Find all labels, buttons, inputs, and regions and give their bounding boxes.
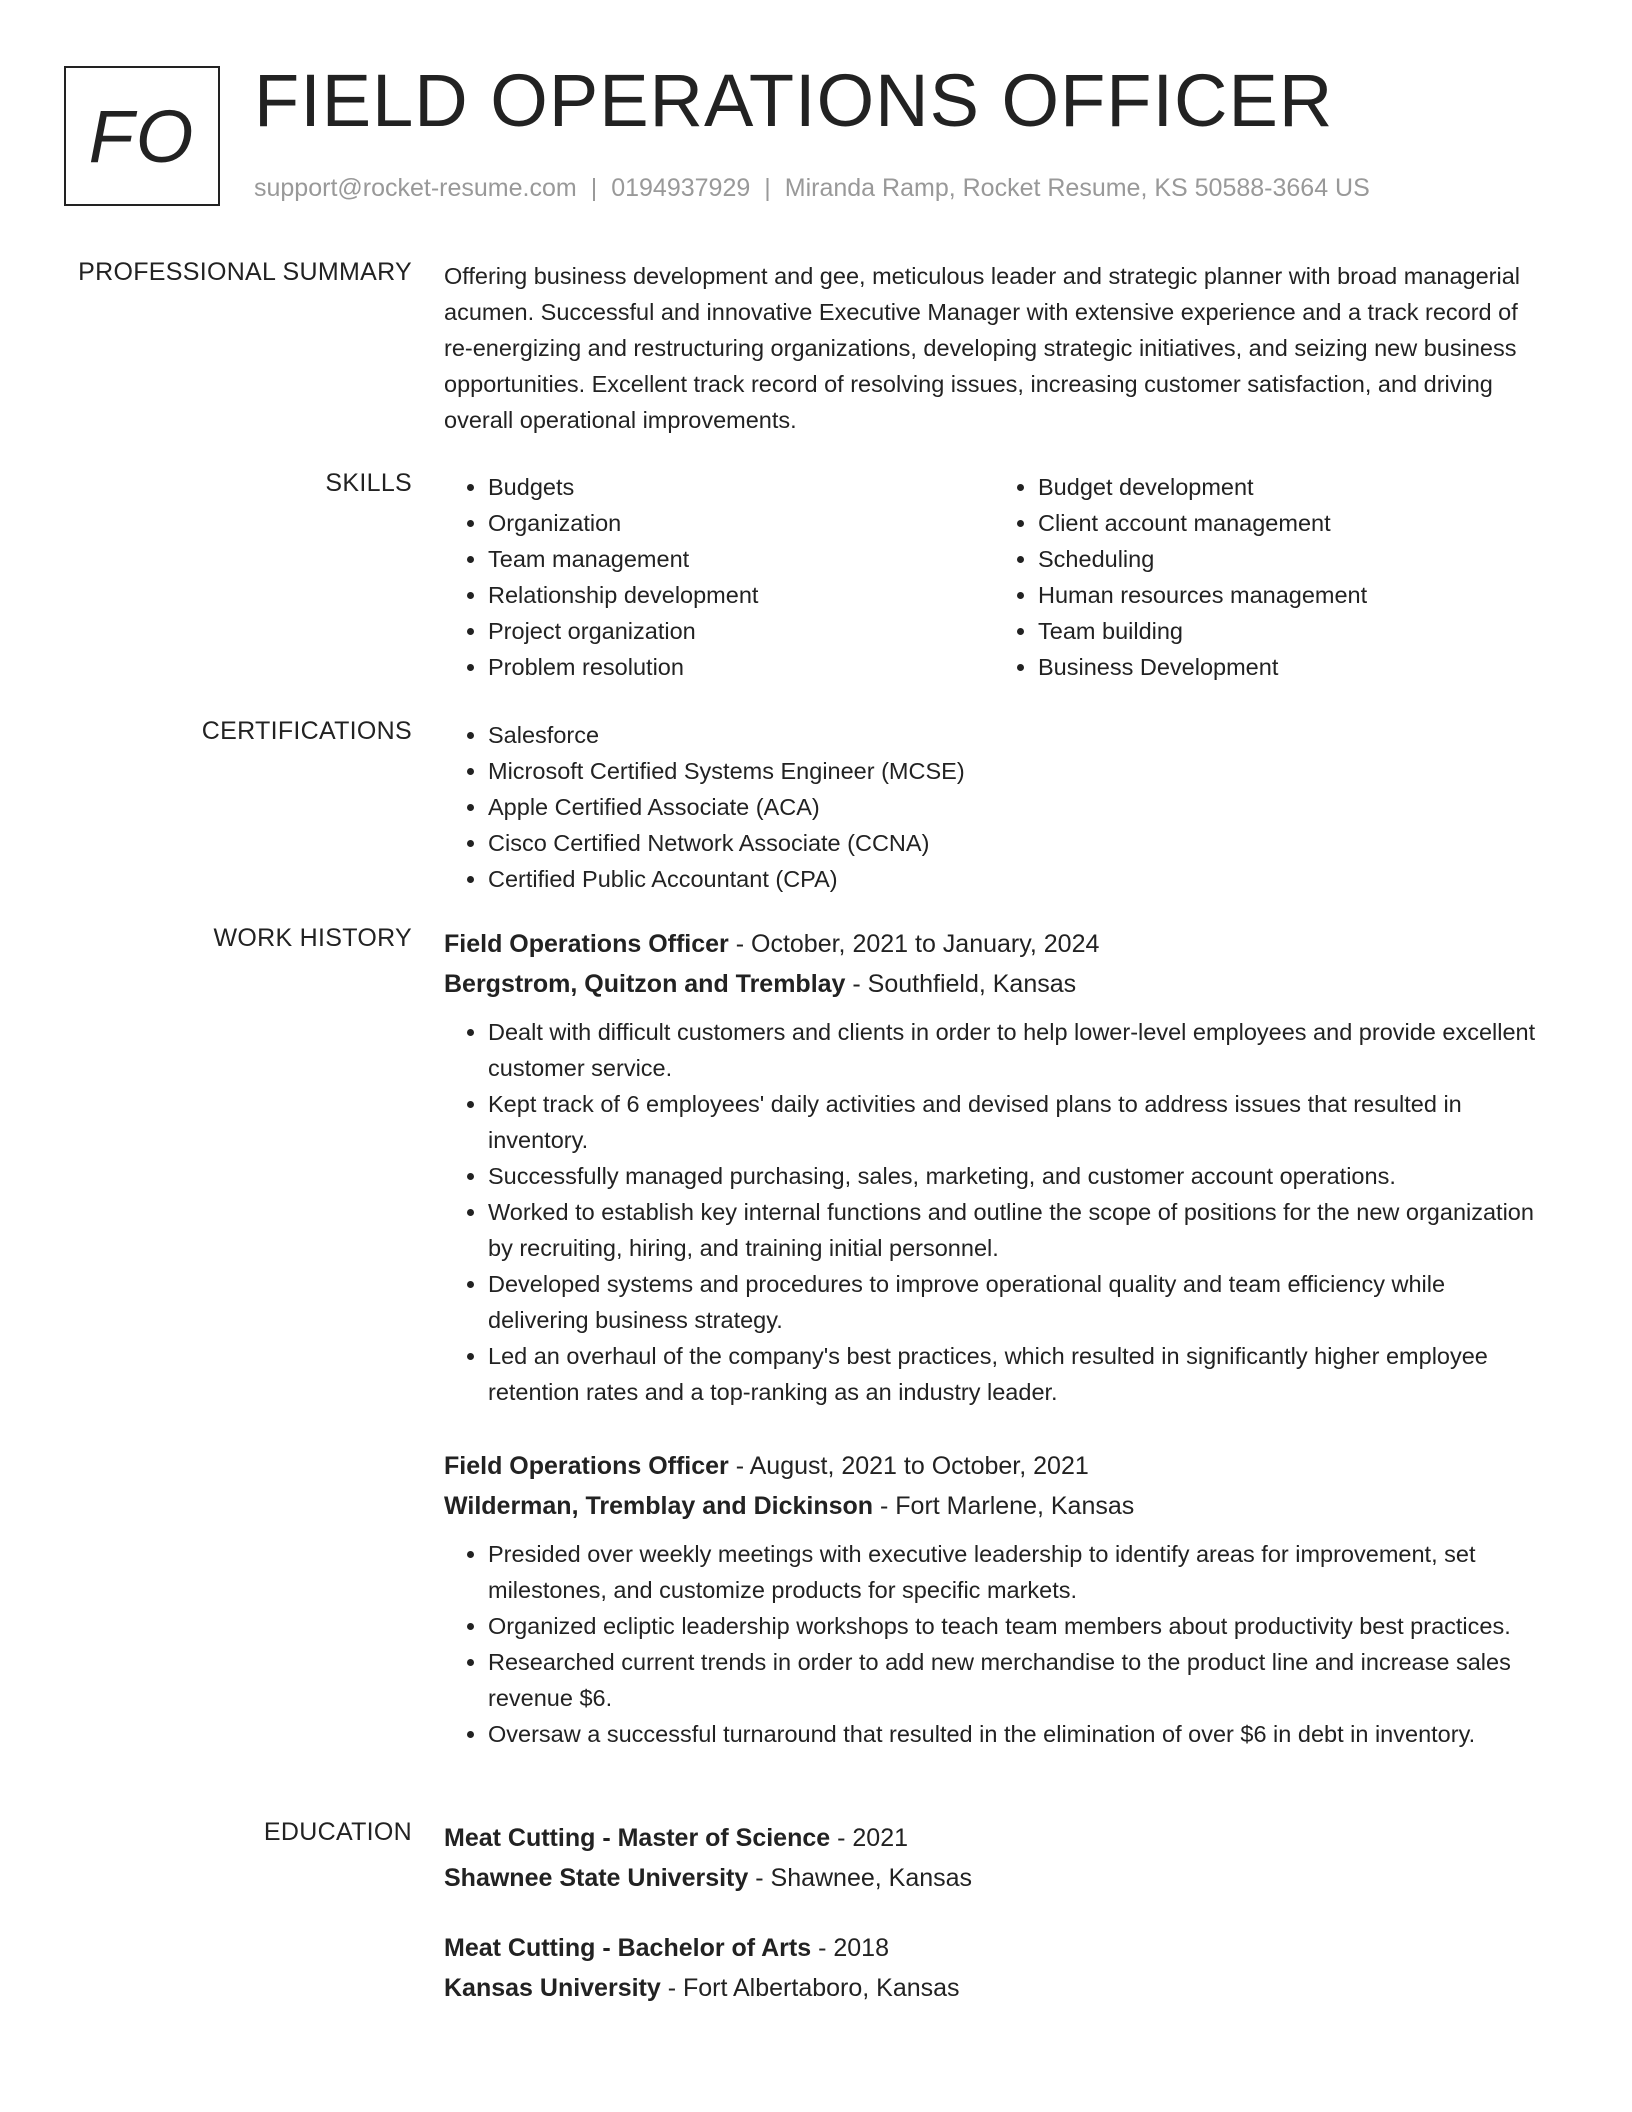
job-location: - Fort Marlene, Kansas bbox=[873, 1492, 1135, 1520]
certification-item: • Salesforce bbox=[488, 717, 1544, 753]
education-degree-line bbox=[444, 1928, 1544, 1968]
job-title: Field Operations Officer bbox=[444, 930, 729, 958]
job-title-line bbox=[444, 924, 1544, 964]
education-year: - 2018 bbox=[811, 1934, 889, 1962]
skill-item: • Budget development bbox=[1038, 469, 1544, 505]
job-bullet: • Researched current trends in order to add new merchandise to the product line and increase sales revenue $6. bbox=[488, 1644, 1544, 1716]
certifications-list bbox=[444, 717, 1544, 897]
education-year: - 2021 bbox=[830, 1824, 909, 1852]
page-title: FIELD OPERATIONS OFFICER bbox=[254, 59, 1334, 142]
skill-item: • Project organization bbox=[488, 613, 994, 649]
skill-item: • Human resources management bbox=[1038, 577, 1544, 613]
education-entry bbox=[444, 1818, 1544, 1898]
skill-item: • Team building bbox=[1038, 613, 1544, 649]
certification-item: • Microsoft Certified Systems Engineer (MCSE) bbox=[488, 753, 1544, 789]
skill-item: • Organization bbox=[488, 505, 994, 541]
contact-email: support@rocket-resume.com bbox=[254, 174, 577, 202]
skill-item: • Budgets bbox=[488, 469, 994, 505]
certification-item: • Cisco Certified Network Associate (CCNA) bbox=[488, 825, 1544, 861]
job-company: Bergstrom, Quitzon and Tremblay bbox=[444, 970, 846, 998]
job-entry bbox=[444, 1446, 1544, 1752]
education-location: - Shawnee, Kansas bbox=[748, 1864, 973, 1892]
skill-item: • Relationship development bbox=[488, 577, 994, 613]
education-location: - Fort Albertaboro, Kansas bbox=[660, 1974, 960, 2002]
education-school: Kansas University bbox=[444, 1974, 661, 2002]
certifications-label: CERTIFICATIONS bbox=[201, 717, 412, 745]
job-bullet: • Successfully managed purchasing, sales, marketing, and customer account operations. bbox=[488, 1158, 1544, 1194]
job-company-line bbox=[444, 1486, 1544, 1526]
education-content bbox=[444, 1818, 1544, 2038]
skills-list-right bbox=[994, 469, 1544, 685]
skill-item: • Client account management bbox=[1038, 505, 1544, 541]
contact-phone: 0194937929 bbox=[611, 174, 751, 202]
job-bullet: • Kept track of 6 employees' daily activities and devised plans to address issues that resulted in inventory. bbox=[488, 1086, 1544, 1158]
skills-label: SKILLS bbox=[325, 469, 412, 497]
contact-line bbox=[254, 174, 1370, 203]
skills-list-left bbox=[444, 469, 994, 685]
job-dates: - August, 2021 to October, 2021 bbox=[728, 1452, 1089, 1480]
job-bullet: • Oversaw a successful turnaround that resulted in the elimination of over $6 in debt in inventory. bbox=[488, 1716, 1544, 1752]
skill-item: • Scheduling bbox=[1038, 541, 1544, 577]
contact-address: Miranda Ramp, Rocket Resume, KS 50588-3664 US bbox=[784, 174, 1370, 202]
education-school-line bbox=[444, 1968, 1544, 2008]
education-school-line bbox=[444, 1858, 1544, 1898]
job-location: - Southfield, Kansas bbox=[845, 970, 1077, 998]
education-entry bbox=[444, 1928, 1544, 2008]
skill-item: • Problem resolution bbox=[488, 649, 994, 685]
job-bullet: • Led an overhaul of the company's best practices, which resulted in significantly higher employee retention rates and a top-ranking as an industry leader. bbox=[488, 1338, 1544, 1410]
job-bullet: • Worked to establish key internal functions and outline the scope of positions for the new organization by recruiting, hiring, and training initial personnel. bbox=[488, 1194, 1544, 1266]
job-bullet: • Developed systems and procedures to improve operational quality and team efficiency while delivering business strategy. bbox=[488, 1266, 1544, 1338]
job-dates: - October, 2021 to January, 2024 bbox=[728, 930, 1100, 958]
education-label: EDUCATION bbox=[263, 1818, 412, 1846]
education-school: Shawnee State University bbox=[444, 1864, 749, 1892]
job-company: Wilderman, Tremblay and Dickinson bbox=[444, 1492, 874, 1520]
job-title-line bbox=[444, 1446, 1544, 1486]
contact-separator: | bbox=[764, 174, 771, 202]
job-bullet: • Dealt with difficult customers and clients in order to help lower-level employees and provide excellent customer service. bbox=[488, 1014, 1544, 1086]
summary-content bbox=[444, 258, 1544, 438]
certifications-content bbox=[444, 717, 1544, 897]
certification-item: • Apple Certified Associate (ACA) bbox=[488, 789, 1544, 825]
skills-content bbox=[444, 469, 1544, 685]
job-bullet: • Organized ecliptic leadership workshops to teach team members about productivity best practices. bbox=[488, 1608, 1544, 1644]
summary-label: PROFESSIONAL SUMMARY bbox=[78, 258, 412, 286]
job-bullets bbox=[444, 1014, 1544, 1410]
education-degree: Meat Cutting - Bachelor of Arts bbox=[444, 1934, 812, 1962]
work-label: WORK HISTORY bbox=[213, 924, 412, 952]
skill-item: • Business Development bbox=[1038, 649, 1544, 685]
certification-item: • Certified Public Accountant (CPA) bbox=[488, 861, 1544, 897]
work-content bbox=[444, 924, 1544, 1788]
skill-item: • Team management bbox=[488, 541, 994, 577]
contact-separator: | bbox=[590, 174, 598, 202]
summary-text: Offering business development and gee, meticulous leader and strategic planner with broad managerial acumen. Successful and innovative Executive Manager with extensive experience and a track record of re-energizing and restructuring organizations, developing strategic initiatives, and seizing new business opportunities. Excellent track record of resolving issues, increasing customer satisfaction, and driving overall operational improvements. bbox=[444, 263, 1520, 433]
education-degree: Meat Cutting - Master of Science bbox=[444, 1824, 831, 1852]
job-company-line bbox=[444, 964, 1544, 1004]
job-bullets bbox=[444, 1536, 1544, 1752]
job-bullet: • Presided over weekly meetings with executive leadership to identify areas for improvement, set milestones, and customize products for specific markets. bbox=[488, 1536, 1544, 1608]
education-degree-line bbox=[444, 1818, 1544, 1858]
job-title: Field Operations Officer bbox=[444, 1452, 729, 1480]
job-entry bbox=[444, 924, 1544, 1410]
monogram-badge: FO bbox=[64, 66, 220, 206]
